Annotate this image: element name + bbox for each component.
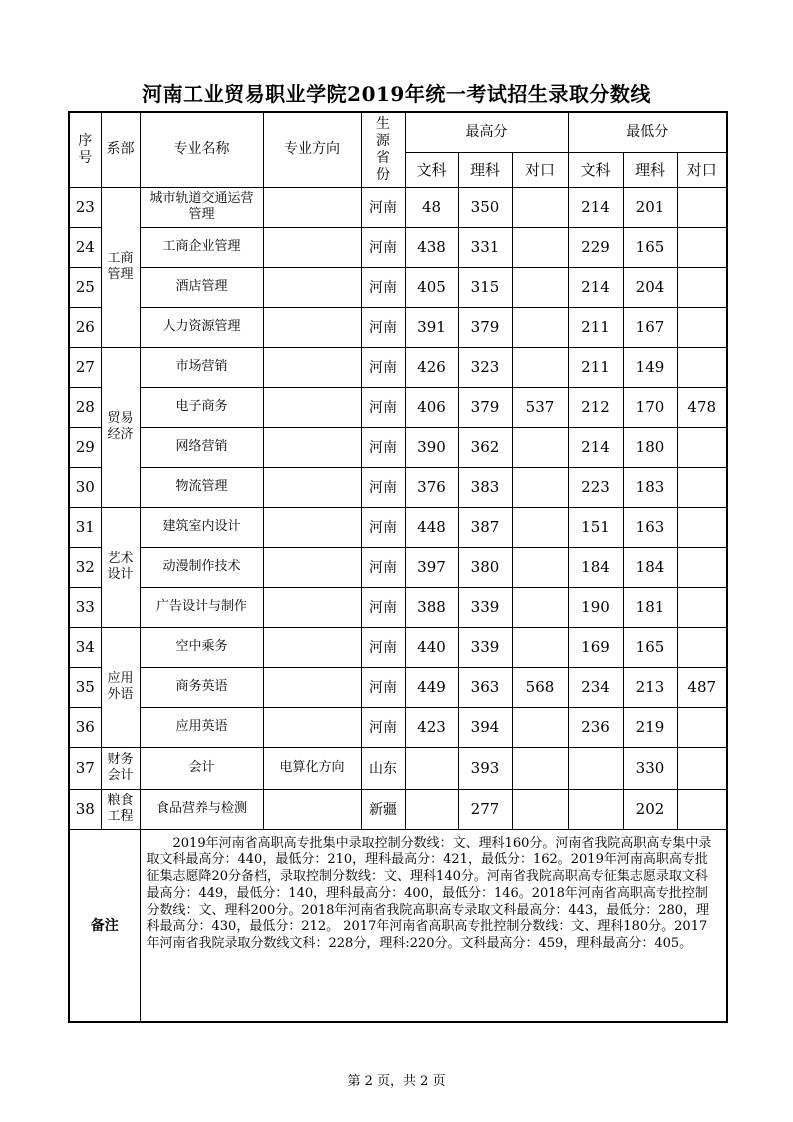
score-table <box>68 111 728 1023</box>
major-name: 会计 <box>140 747 263 789</box>
score-mind <box>677 427 727 467</box>
table-row <box>69 707 727 747</box>
score-mind <box>677 789 727 829</box>
major-name: 网络营销 <box>140 427 263 467</box>
score-mind <box>677 467 727 507</box>
score-maxw: 449 <box>405 667 458 707</box>
score-maxd: 537 <box>512 387 568 427</box>
score-maxw: 426 <box>405 347 458 387</box>
score-maxd <box>512 307 568 347</box>
score-maxw: 405 <box>405 267 458 307</box>
score-maxl: 363 <box>458 667 512 707</box>
table-row <box>69 467 727 507</box>
row-number: 32 <box>69 547 101 587</box>
dept-name: 艺术设计 <box>101 507 140 627</box>
major-name: 建筑室内设计 <box>140 507 263 547</box>
row-number: 29 <box>69 427 101 467</box>
score-minl: 184 <box>623 547 677 587</box>
province: 新疆 <box>361 789 405 829</box>
score-minw: 169 <box>568 627 623 667</box>
header-max: 最高分 <box>405 112 568 152</box>
score-minw: 236 <box>568 707 623 747</box>
score-maxd <box>512 267 568 307</box>
major-direction <box>263 547 361 587</box>
score-maxd <box>512 187 568 227</box>
header-dept: 系部 <box>101 112 140 187</box>
major-name: 空中乘务 <box>140 627 263 667</box>
score-maxd <box>512 747 568 789</box>
major-direction <box>263 387 361 427</box>
province: 山东 <box>361 747 405 789</box>
score-minl: 163 <box>623 507 677 547</box>
dept-name: 贸易经济 <box>101 347 140 507</box>
province: 河南 <box>361 667 405 707</box>
province: 河南 <box>361 547 405 587</box>
province: 河南 <box>361 347 405 387</box>
major-direction <box>263 627 361 667</box>
score-minl: 180 <box>623 427 677 467</box>
row-number: 24 <box>69 227 101 267</box>
score-maxl: 394 <box>458 707 512 747</box>
province: 河南 <box>361 227 405 267</box>
table-row <box>69 507 727 547</box>
score-maxw: 391 <box>405 307 458 347</box>
score-maxl: 379 <box>458 307 512 347</box>
score-minl: 204 <box>623 267 677 307</box>
score-minl: 149 <box>623 347 677 387</box>
score-maxd <box>512 707 568 747</box>
table-row <box>69 789 727 829</box>
table-row <box>69 587 727 627</box>
row-number: 25 <box>69 267 101 307</box>
score-minw: 211 <box>568 307 623 347</box>
row-number: 31 <box>69 507 101 547</box>
province: 河南 <box>361 187 405 227</box>
score-maxd <box>512 227 568 267</box>
major-direction: 电算化方向 <box>263 747 361 789</box>
major-direction <box>263 667 361 707</box>
note-label: 备注 <box>69 829 140 1022</box>
score-mind <box>677 347 727 387</box>
major-name: 电子商务 <box>140 387 263 427</box>
score-minl: 201 <box>623 187 677 227</box>
score-maxd <box>512 789 568 829</box>
score-minl: 167 <box>623 307 677 347</box>
table-row <box>69 747 727 789</box>
dept-name: 粮食工程 <box>101 789 140 829</box>
table-row <box>69 307 727 347</box>
major-direction <box>263 347 361 387</box>
province: 河南 <box>361 427 405 467</box>
row-number: 37 <box>69 747 101 789</box>
header-min-li: 理科 <box>623 152 677 187</box>
major-direction <box>263 467 361 507</box>
score-minw: 214 <box>568 187 623 227</box>
score-maxd <box>512 587 568 627</box>
province: 河南 <box>361 267 405 307</box>
major-direction <box>263 307 361 347</box>
score-maxl: 277 <box>458 789 512 829</box>
header-max-dui: 对口 <box>512 152 568 187</box>
header-province: 生源省份 <box>361 112 405 187</box>
score-maxw: 390 <box>405 427 458 467</box>
score-maxl: 323 <box>458 347 512 387</box>
row-number: 36 <box>69 707 101 747</box>
major-name: 广告设计与制作 <box>140 587 263 627</box>
score-minl: 181 <box>623 587 677 627</box>
major-direction <box>263 587 361 627</box>
score-maxw: 448 <box>405 507 458 547</box>
province: 河南 <box>361 507 405 547</box>
row-number: 26 <box>69 307 101 347</box>
score-mind <box>677 547 727 587</box>
score-minl: 183 <box>623 467 677 507</box>
score-mind: 487 <box>677 667 727 707</box>
score-minw: 234 <box>568 667 623 707</box>
major-name: 城市轨道交通运营管理 <box>140 187 263 227</box>
score-maxl: 331 <box>458 227 512 267</box>
score-minw <box>568 789 623 829</box>
score-maxl: 339 <box>458 587 512 627</box>
score-minl: 202 <box>623 789 677 829</box>
header-max-wen: 文科 <box>405 152 458 187</box>
row-number: 28 <box>69 387 101 427</box>
dept-name: 应用外语 <box>101 627 140 747</box>
major-name: 市场营销 <box>140 347 263 387</box>
score-minl: 170 <box>623 387 677 427</box>
score-mind <box>677 307 727 347</box>
score-maxd <box>512 467 568 507</box>
score-maxl: 383 <box>458 467 512 507</box>
major-name: 商务英语 <box>140 667 263 707</box>
score-minl: 330 <box>623 747 677 789</box>
score-maxl: 379 <box>458 387 512 427</box>
score-maxw <box>405 789 458 829</box>
score-minw: 214 <box>568 427 623 467</box>
row-number: 35 <box>69 667 101 707</box>
major-direction <box>263 427 361 467</box>
row-number: 33 <box>69 587 101 627</box>
header-min-wen: 文科 <box>568 152 623 187</box>
score-maxl: 380 <box>458 547 512 587</box>
score-minw: 190 <box>568 587 623 627</box>
province: 河南 <box>361 587 405 627</box>
header-max-li: 理科 <box>458 152 512 187</box>
table-body <box>69 187 727 829</box>
score-minw: 151 <box>568 507 623 547</box>
table-row <box>69 427 727 467</box>
table-row <box>69 667 727 707</box>
score-maxw: 388 <box>405 587 458 627</box>
table-row <box>69 347 727 387</box>
score-maxl: 387 <box>458 507 512 547</box>
score-mind <box>677 627 727 667</box>
score-maxd <box>512 347 568 387</box>
score-maxw: 406 <box>405 387 458 427</box>
score-mind <box>677 267 727 307</box>
score-minl: 165 <box>623 627 677 667</box>
score-maxd: 568 <box>512 667 568 707</box>
table-row <box>69 387 727 427</box>
score-maxw: 48 <box>405 187 458 227</box>
major-name: 食品营养与检测 <box>140 789 263 829</box>
score-maxd <box>512 547 568 587</box>
dept-name: 财务会计 <box>101 747 140 789</box>
major-direction <box>263 707 361 747</box>
row-number: 34 <box>69 627 101 667</box>
major-name: 动漫制作技术 <box>140 547 263 587</box>
province: 河南 <box>361 387 405 427</box>
province: 河南 <box>361 707 405 747</box>
province: 河南 <box>361 467 405 507</box>
page-footer: 第 2 页，共 2 页 <box>347 1074 446 1089</box>
major-direction <box>263 789 361 829</box>
table-row <box>69 227 727 267</box>
major-name: 物流管理 <box>140 467 263 507</box>
dept-name: 工商管理 <box>101 187 140 347</box>
score-mind: 478 <box>677 387 727 427</box>
row-number: 30 <box>69 467 101 507</box>
score-minw: 212 <box>568 387 623 427</box>
score-maxd <box>512 627 568 667</box>
page-title: 河南工业贸易职业学院2019年统一考试招生录取分数线 <box>142 82 651 106</box>
major-name: 工商企业管理 <box>140 227 263 267</box>
score-maxd <box>512 507 568 547</box>
table-row <box>69 547 727 587</box>
row-number: 23 <box>69 187 101 227</box>
province: 河南 <box>361 307 405 347</box>
score-mind <box>677 587 727 627</box>
table-row <box>69 187 727 227</box>
score-maxw: 397 <box>405 547 458 587</box>
score-mind <box>677 507 727 547</box>
score-maxl: 362 <box>458 427 512 467</box>
score-maxl: 350 <box>458 187 512 227</box>
score-minl: 219 <box>623 707 677 747</box>
score-maxd <box>512 427 568 467</box>
header-min-dui: 对口 <box>677 152 727 187</box>
score-minw: 214 <box>568 267 623 307</box>
score-maxw: 423 <box>405 707 458 747</box>
score-minw: 229 <box>568 227 623 267</box>
header-major: 专业名称 <box>140 112 263 187</box>
header-direction: 专业方向 <box>263 112 361 187</box>
major-direction <box>263 507 361 547</box>
header-seq: 序号 <box>69 112 101 187</box>
score-mind <box>677 707 727 747</box>
score-maxw: 376 <box>405 467 458 507</box>
province: 河南 <box>361 627 405 667</box>
score-minl: 213 <box>623 667 677 707</box>
score-maxw <box>405 747 458 789</box>
row-number: 27 <box>69 347 101 387</box>
score-minw <box>568 747 623 789</box>
score-minw: 223 <box>568 467 623 507</box>
table-row <box>69 627 727 667</box>
major-direction <box>263 227 361 267</box>
row-number: 38 <box>69 789 101 829</box>
score-maxw: 440 <box>405 627 458 667</box>
score-minw: 184 <box>568 547 623 587</box>
major-name: 酒店管理 <box>140 267 263 307</box>
score-mind <box>677 747 727 789</box>
major-direction <box>263 267 361 307</box>
score-maxl: 393 <box>458 747 512 789</box>
score-maxw: 438 <box>405 227 458 267</box>
score-mind <box>677 227 727 267</box>
header-min: 最低分 <box>568 112 727 152</box>
table-row <box>69 267 727 307</box>
note-text: 2019年河南省高职高专批集中录取控制分数线：文、理科160分。河南省我院高职高专集中录取文科最高分：440，最低分：210，理科最高分：421，最低分：162。2019年河南高职高专批征集志愿降20分备档，录取控制分数线：文、理科140分。河南省我院高职高专征集志愿录取文科最高分：449，最低分：140，理科最高分：400，最低分：146。2018年河南省高职高专批控制分数线：文、理科200分。2018年河南省我院高职高专录取文科最高分：443，最低分：280，理科最高分：430，最低分：212。 2017年河南省高职高专批控制分数线：文、理科180分。2017年河南省我院录取分数线文科：228分，理科:220分。文科最高分：459，理科最高分：405。 <box>140 829 727 1022</box>
score-minw: 211 <box>568 347 623 387</box>
major-name: 应用英语 <box>140 707 263 747</box>
score-maxl: 339 <box>458 627 512 667</box>
score-maxl: 315 <box>458 267 512 307</box>
major-name: 人力资源管理 <box>140 307 263 347</box>
score-minl: 165 <box>623 227 677 267</box>
major-direction <box>263 187 361 227</box>
score-mind <box>677 187 727 227</box>
